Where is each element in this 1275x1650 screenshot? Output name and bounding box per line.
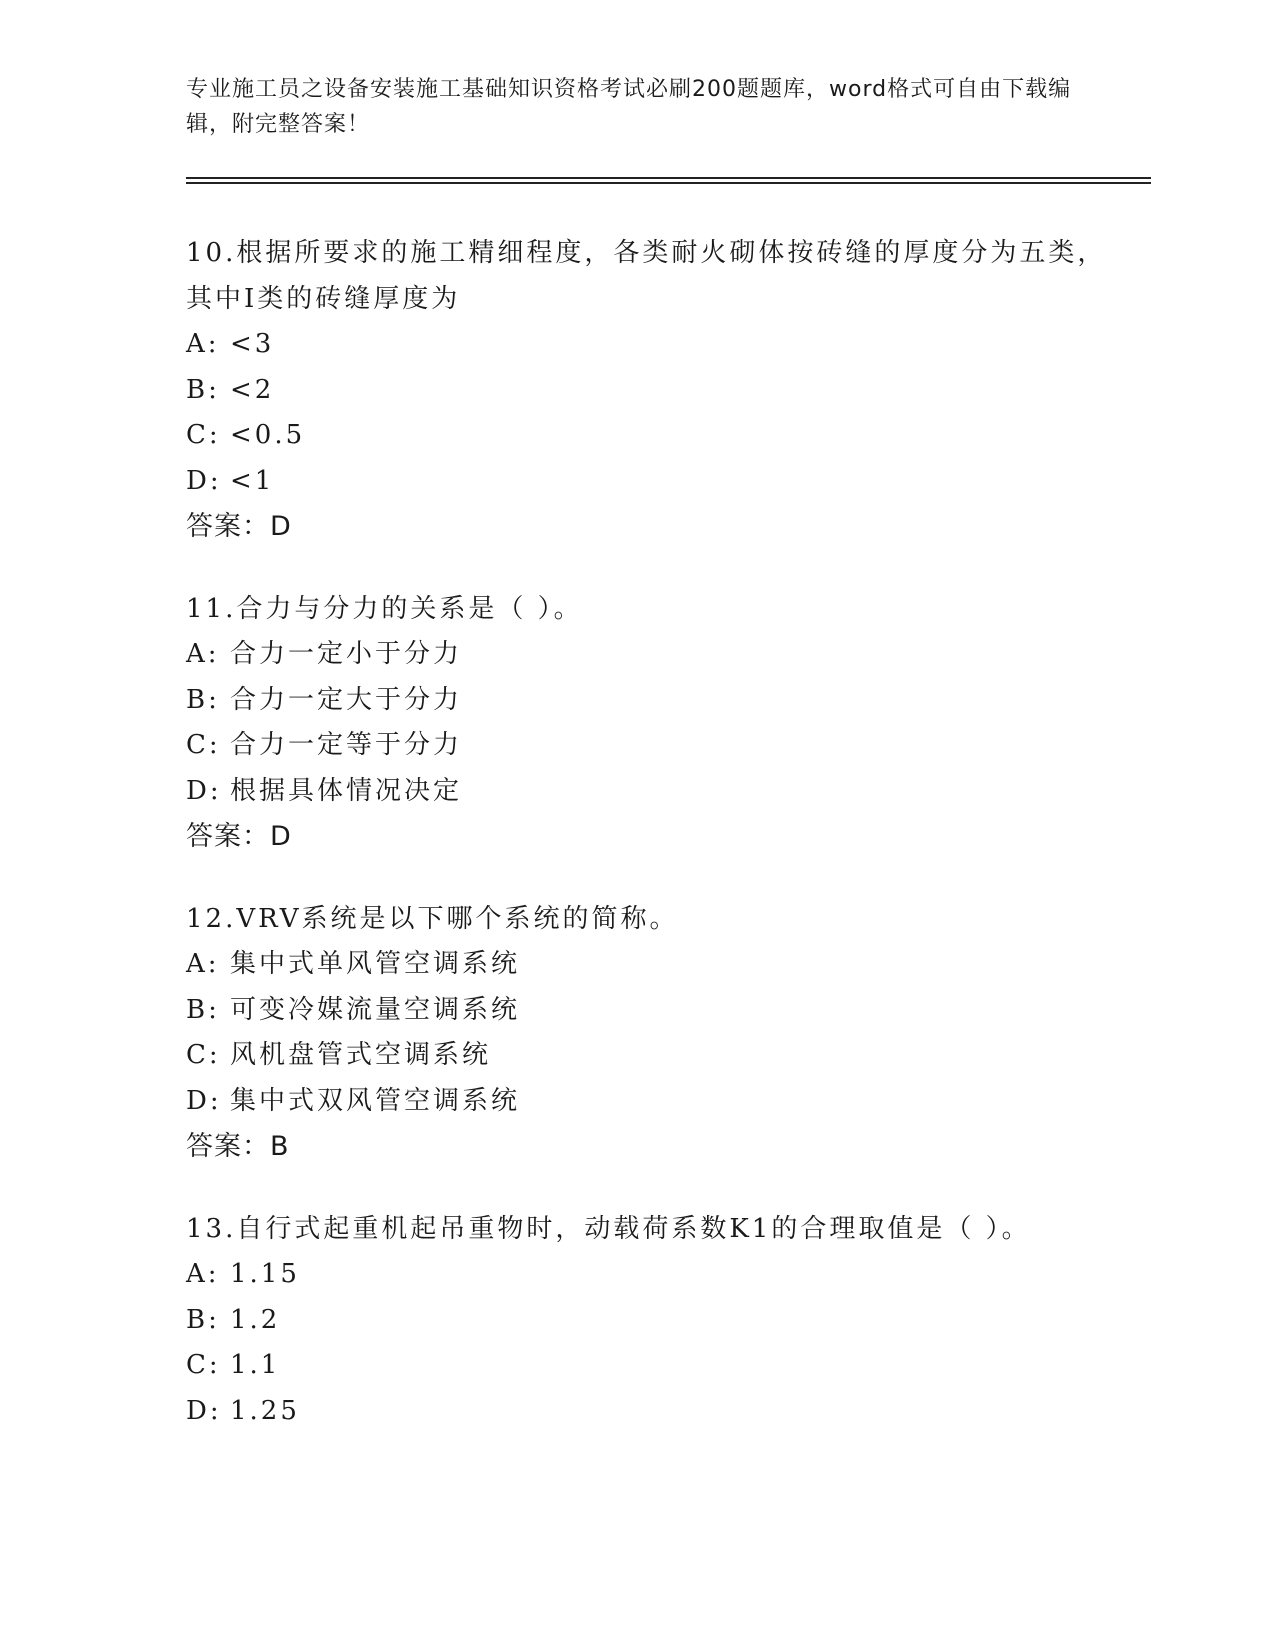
option-text: 风机盘管式空调系统: [230, 1040, 492, 1070]
option-letter: C:: [186, 420, 221, 450]
document-header: 专业施工员之设备安装施工基础知识资格考试必刷200题题库，word格式可自由下载编辑，附完整答案！: [186, 77, 1072, 137]
question-stem: 10.根据所要求的施工精细程度，各类耐火砌体按砖缝的厚度分为五类，其中Ⅰ类的砖缝厚度为: [186, 238, 1107, 314]
option-text: <3: [230, 329, 275, 359]
option-d: [186, 769, 1116, 815]
option-letter: C:: [186, 1040, 221, 1070]
option-text: 集中式双风管空调系统: [230, 1085, 521, 1116]
option-letter: C:: [186, 1350, 221, 1380]
option-text: 合力一定等于分力: [230, 730, 463, 760]
question-stem: 12.VRV系统是以下哪个系统的简称。: [186, 904, 679, 934]
option-letter: B:: [186, 684, 220, 715]
option-a: [186, 632, 1116, 678]
question-13: [186, 1206, 1116, 1434]
option-text: 1.2: [230, 1304, 281, 1335]
option-text: <0.5: [230, 420, 306, 450]
question-stem: 11.合力与分力的关系是（ ）。: [186, 594, 583, 624]
option-text: 1.1: [230, 1350, 281, 1380]
answer-line: 答案：D: [186, 821, 292, 852]
option-text: 合力一定小于分力: [230, 639, 463, 669]
option-letter: D:: [186, 775, 222, 806]
option-text: 1.15: [230, 1259, 300, 1289]
option-letter: D:: [186, 465, 222, 496]
option-letter: B:: [186, 994, 220, 1025]
option-text: 集中式单风管空调系统: [230, 949, 521, 979]
option-text: <1: [230, 465, 275, 496]
option-a: [186, 942, 1116, 988]
option-c: [186, 1033, 1116, 1079]
option-letter: A:: [186, 1259, 220, 1289]
option-d: [186, 459, 1116, 505]
option-letter: A:: [186, 639, 220, 669]
answer-line: 答案：B: [186, 1131, 290, 1162]
question-11: [186, 586, 1116, 860]
option-c: [186, 723, 1116, 769]
option-b: [186, 678, 1116, 724]
option-text: 根据具体情况决定: [230, 775, 463, 806]
option-letter: D:: [186, 1085, 222, 1116]
option-letter: D:: [186, 1395, 222, 1426]
option-a: [186, 1252, 1116, 1298]
option-c: [186, 413, 1116, 459]
option-d: [186, 1079, 1116, 1125]
option-letter: B:: [186, 1304, 220, 1335]
header-divider-bottom: [186, 182, 1151, 184]
option-text: 可变冷媒流量空调系统: [230, 994, 521, 1025]
option-c: [186, 1343, 1116, 1389]
option-text: 1.25: [230, 1395, 300, 1426]
option-b: [186, 988, 1116, 1034]
header-divider-top: [186, 177, 1151, 179]
option-b: [186, 368, 1116, 414]
option-d: [186, 1389, 1116, 1435]
answer-line: 答案：D: [186, 511, 292, 542]
option-letter: A:: [186, 949, 220, 979]
option-a: [186, 322, 1116, 368]
option-text: 合力一定大于分力: [230, 684, 463, 715]
question-10: [186, 230, 1116, 550]
question-stem: 13.自行式起重机起吊重物时，动载荷系数K1的合理取值是（ ）。: [186, 1214, 1031, 1244]
option-letter: C:: [186, 730, 221, 760]
option-text: <2: [230, 374, 275, 405]
question-list: [186, 230, 1116, 1470]
option-b: [186, 1298, 1116, 1344]
option-letter: A:: [186, 329, 220, 359]
question-12: [186, 896, 1116, 1170]
option-letter: B:: [186, 374, 220, 405]
